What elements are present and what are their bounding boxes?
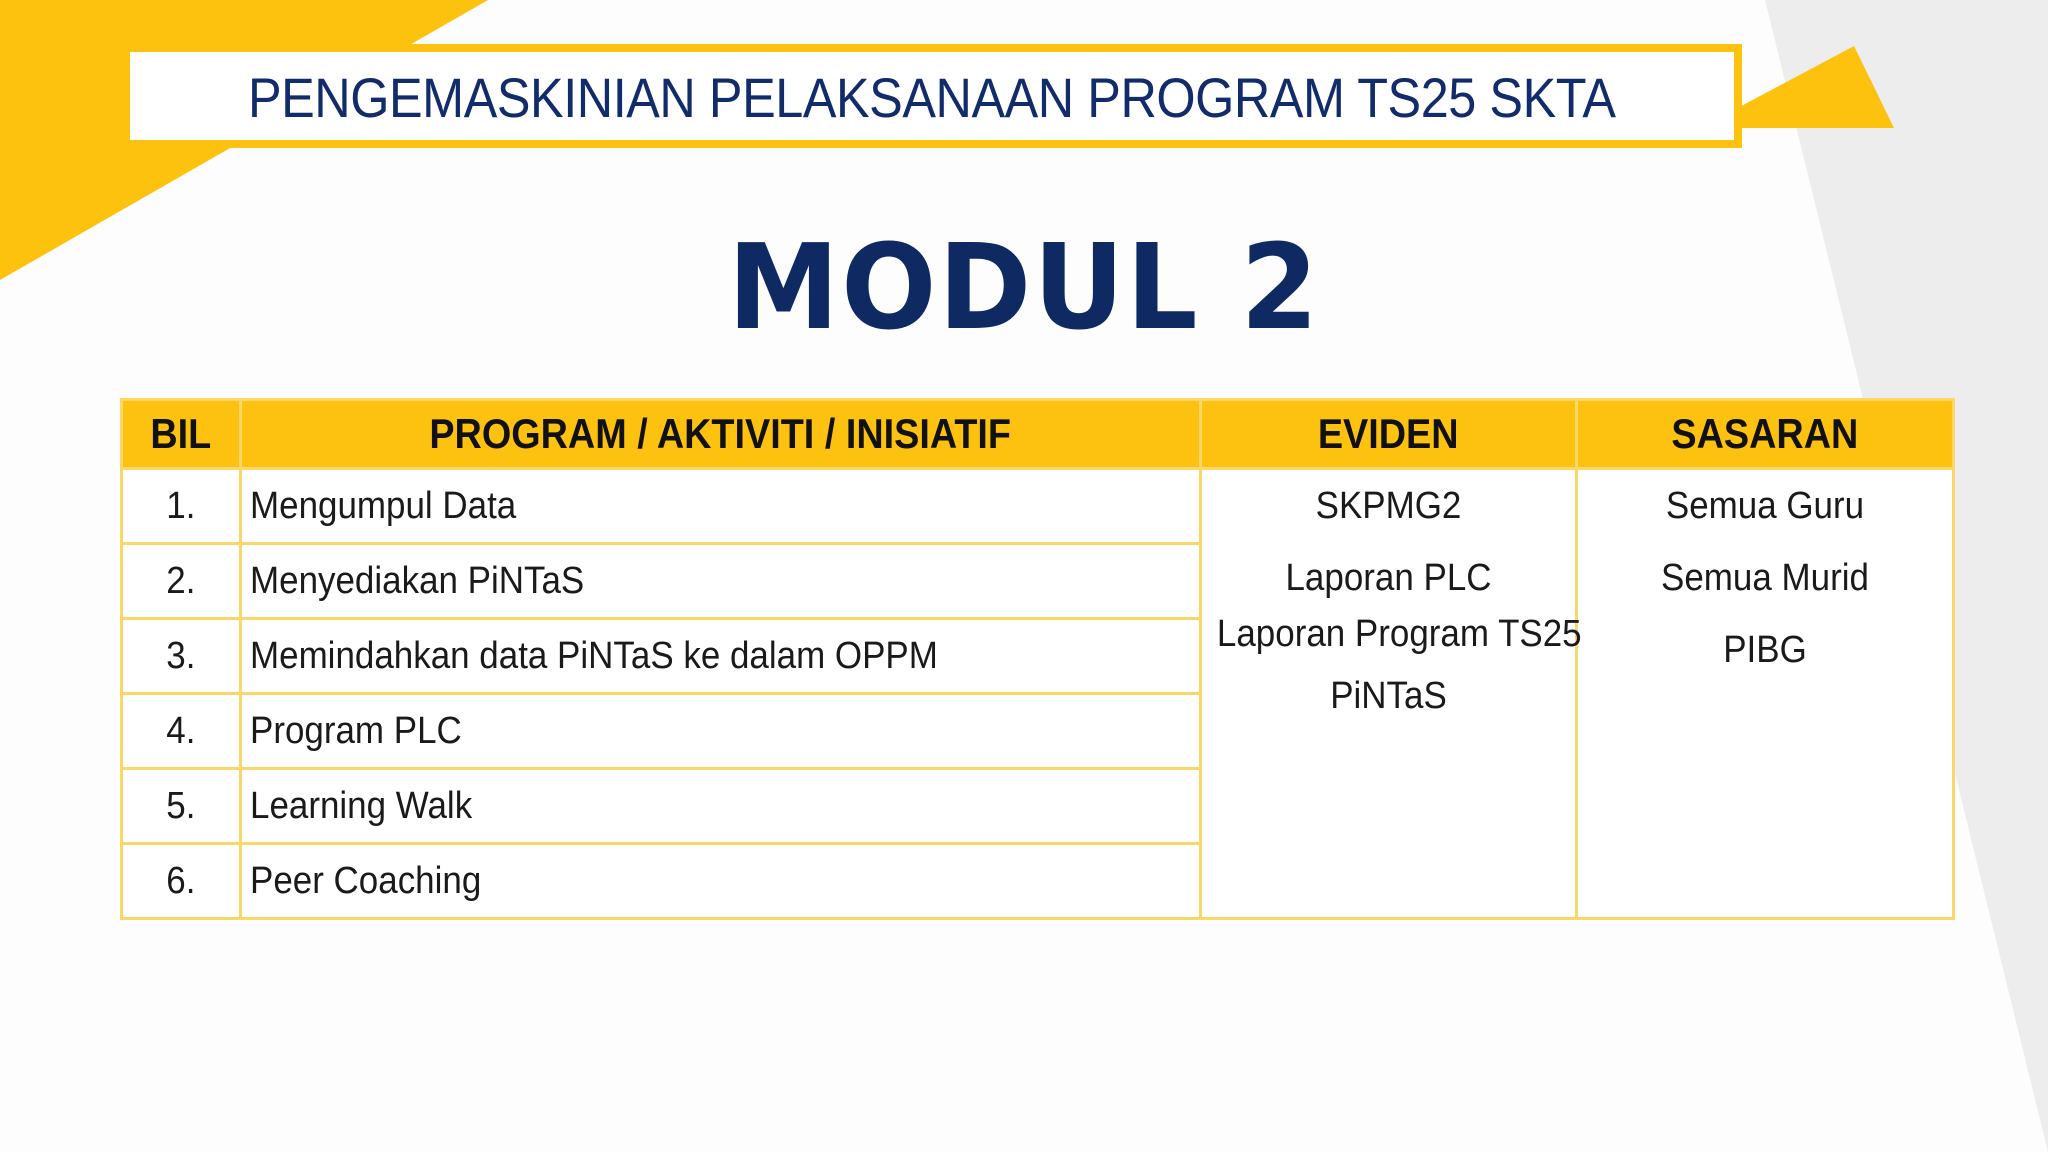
column-header-eviden: EVIDEN <box>1201 400 1577 469</box>
program-table-container <box>120 398 1952 920</box>
row-program: Program PLC <box>241 694 1201 769</box>
row-number: 4. <box>122 694 241 769</box>
row-program: Memindahkan data PiNTaS ke dalam OPPM <box>241 619 1201 694</box>
row-number: 2. <box>122 544 241 619</box>
sasaran-item: PIBG <box>1723 629 1807 671</box>
eviden-item: SKPMG2 <box>1315 485 1462 527</box>
sasaran-item: Semua Murid <box>1661 557 1869 599</box>
title-banner <box>122 44 1742 148</box>
eviden-item: Laporan PLC <box>1285 557 1492 599</box>
program-table <box>120 398 1955 920</box>
eviden-item: PiNTaS <box>1330 675 1447 717</box>
row-number: 1. <box>122 469 241 544</box>
row-number: 5. <box>122 769 241 844</box>
sasaran-cell <box>1577 469 1954 919</box>
row-number: 6. <box>122 844 241 919</box>
page-title: PENGEMASKINIAN PELAKSANAAN PROGRAM TS25 SKTA <box>248 65 1616 129</box>
table-row <box>122 469 1954 544</box>
sasaran-item: Semua Guru <box>1665 485 1865 527</box>
row-program: Menyediakan PiNTaS <box>241 544 1201 619</box>
eviden-cell <box>1201 469 1582 919</box>
row-program: Mengumpul Data <box>241 469 1201 544</box>
row-number: 3. <box>122 619 241 694</box>
eviden-item: Laporan Program TS25 <box>1216 613 1582 655</box>
module-heading: MODUL 2 <box>727 218 1321 356</box>
column-header-bil: BIL <box>122 400 241 469</box>
column-header-program: PROGRAM / AKTIVITI / INISIATIF <box>241 400 1201 469</box>
row-program: Peer Coaching <box>241 844 1201 919</box>
row-program: Learning Walk <box>241 769 1201 844</box>
column-header-sasaran: SASARAN <box>1577 400 1954 469</box>
table-header-row <box>122 400 1954 469</box>
